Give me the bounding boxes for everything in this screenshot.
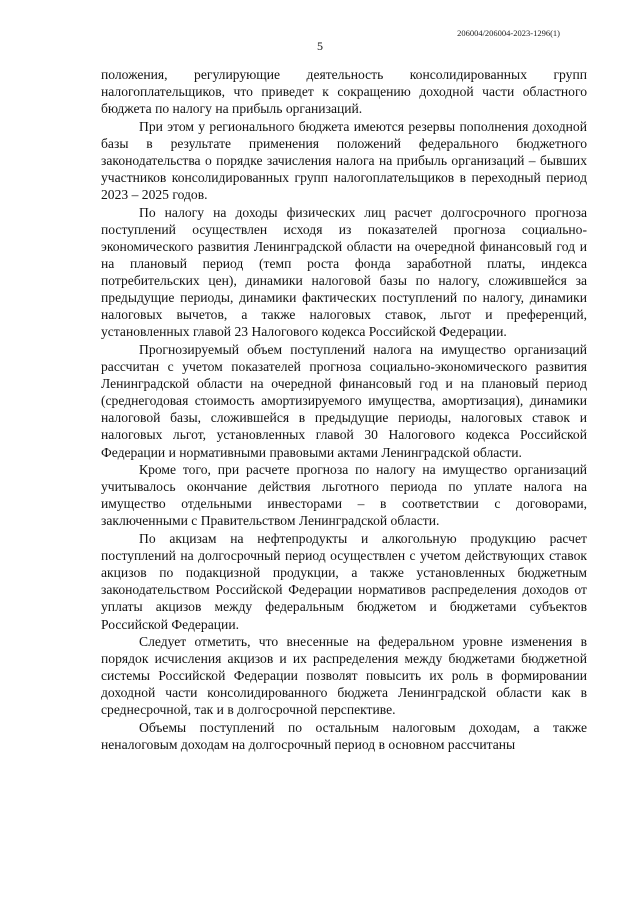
paragraph-continuation: положения, регулирующие деятельность консолидированных групп налогоплательщиков, что приведет к сокращению доходной части областного бюджета по налогу на прибыль организаций. — [101, 67, 587, 117]
paragraph-excise-taxes: По акцизам на нефтепродукты и алкогольную продукцию расчет поступлений на долгосрочный период осуществлен с учетом действующих ставок акцизов по подакцизной продукции, а также установленных бюджетным законодательством Российской Федерации нормативов распределения доходов от уплаты акцизов между федеральным бюджетом и бюджетами субъектов Российской Федерации. — [101, 531, 587, 632]
page-number: 5 — [317, 39, 323, 53]
paragraph-property-tax-benefits: Кроме того, при расчете прогноза по налогу на имущество организаций учитывалось окончание действия льготного периода по уплате налога на имущество отдельными инвесторами – в соответствии с договорами, заключенными с Правительством Ленинградской области. — [101, 462, 587, 529]
paragraph-personal-income-tax: По налогу на доходы физических лиц расчет долгосрочного прогноза поступлений осуществлен исходя из показателей прогноза социально-экономического развития Ленинградской области на очередной финансовый год и на плановый период (темп роста фонда заработной платы, индекса потребительских цен), динамики налоговой базы по налогу, сложившейся за предыдущие периоды, динамики фактических поступлений по налогу, динамики налоговых вычетов, а также налоговых ставок, льгот и преференций, установленных главой 23 Налогового кодекса Российской Федерации. — [101, 204, 587, 340]
paragraph-excise-changes: Следует отметить, что внесенные на федеральном уровне изменения в порядок исчисления акцизов и их распределения между бюджетами бюджетной системы Российской Федерации позволят повысить их роль в формировании доходной части консолидированного бюджета Ленинградской области как в среднесрочной, так и в долгосрочной перспективе. — [101, 634, 587, 718]
document-id: 206004/206004-2023-1296(1) — [457, 28, 560, 38]
document-body — [101, 66, 587, 753]
paragraph-property-tax: Прогнозируемый объем поступлений налога на имущество организаций рассчитан с учетом показателей прогноза социально-экономического развития Ленинградской области на очередной финансовый год и на плановый период (среднегодовая стоимость амортизируемого имущества, амортизация), динамики налоговой базы, сложившейся в предыдущие периоды, налоговых ставок и налоговых льгот, установленных главой 30 Налогового кодекса Российской Федерации и нормативными правовыми актами Ленинградской области. — [101, 342, 587, 460]
paragraph-profit-tax-reserves: При этом у регионального бюджета имеются резервы пополнения доходной базы в результате применения положений федерального бюджетного законодательства о порядке зачисления налога на прибыль организаций – бывших участников консолидированных групп налогоплательщиков в переходный период 2023 – 2025 годов. — [101, 118, 587, 203]
paragraph-other-revenues: Объемы поступлений по остальным налоговым доходам, а также неналоговым доходам на долгосрочный период в основном рассчитаны — [101, 720, 587, 753]
